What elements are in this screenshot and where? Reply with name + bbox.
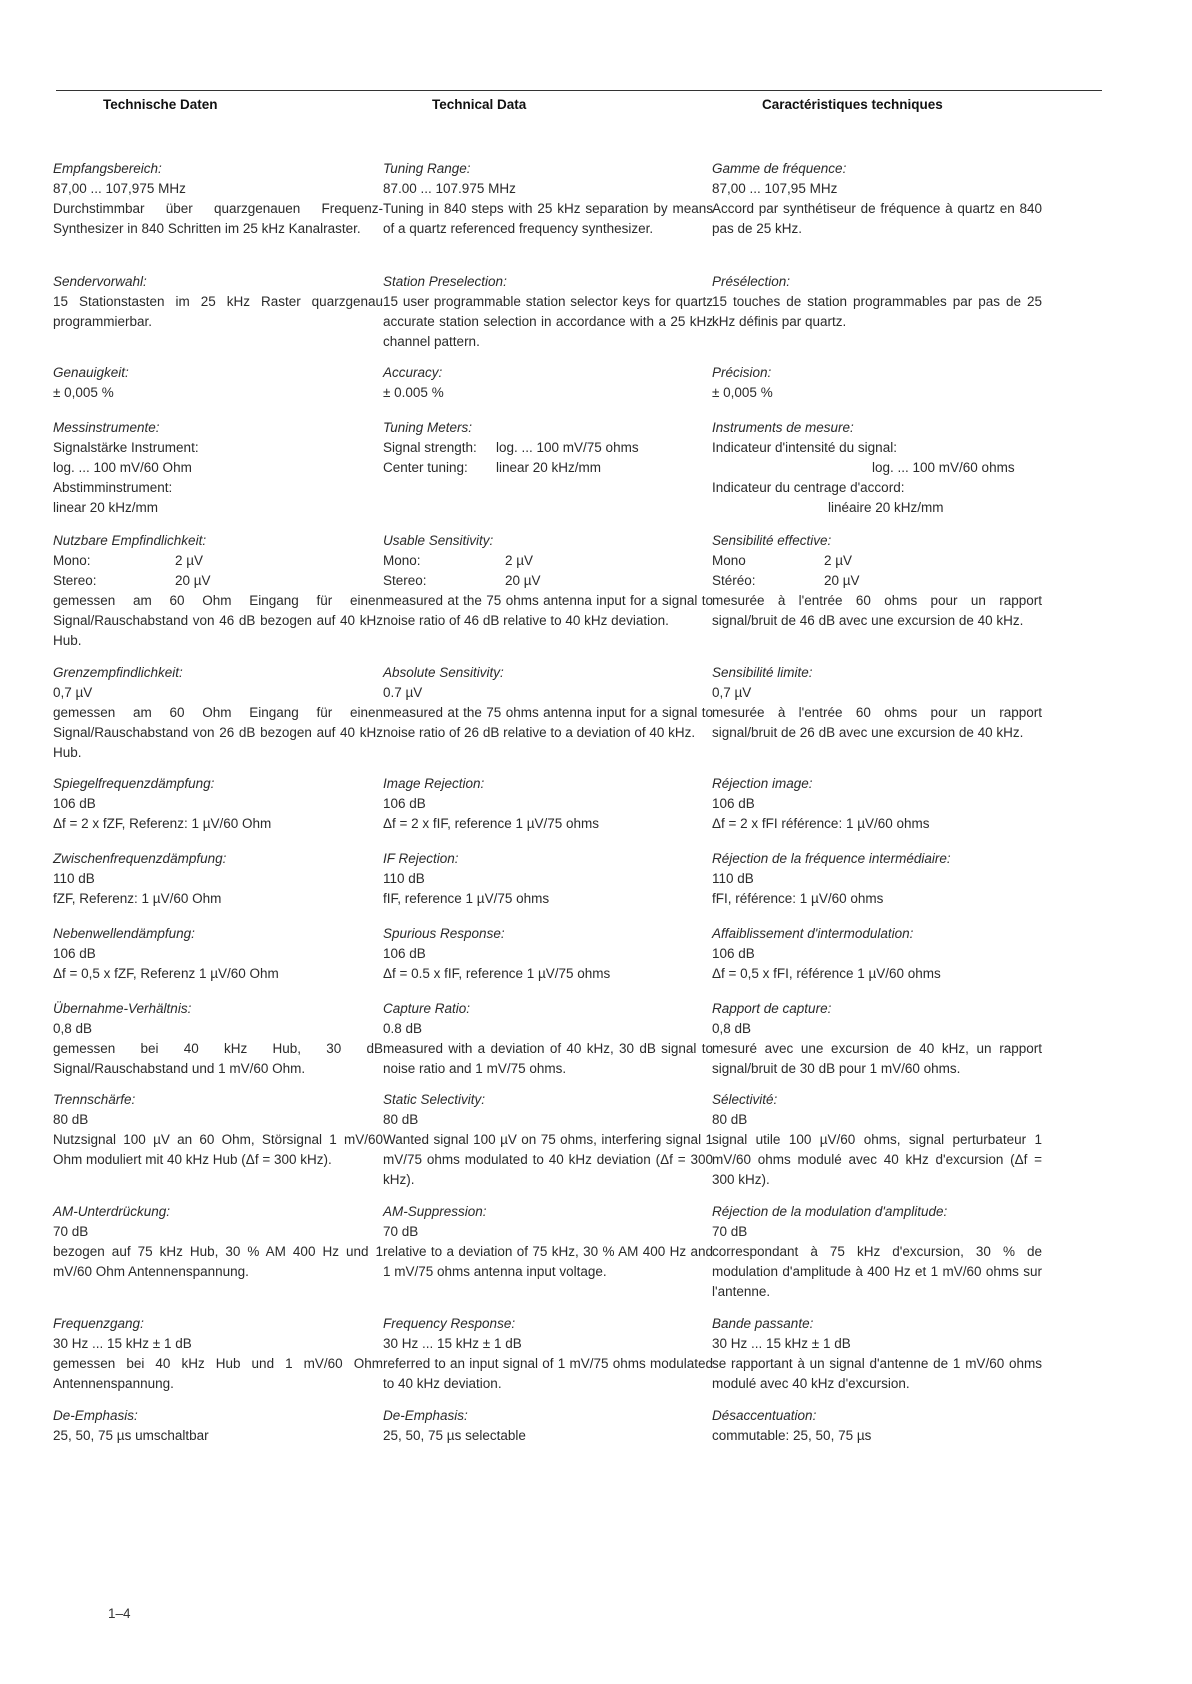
fr-usable-mono-label: Mono — [712, 553, 746, 568]
fr-selectivity-text: signal utile 100 µV/60 ohms, signal perturbateur 1 mV/60 ohms modulé avec 40 kHz d'excursion (Δf = 300 kHz). — [712, 1132, 1042, 1187]
de-freq-value: 30 Hz ... 15 kHz ± 1 dB — [53, 1336, 192, 1351]
de-usable-mono-value: 2 µV — [175, 553, 204, 568]
en-deemph — [383, 1406, 713, 1446]
fr-tuning-range: 87,00 ... 107,95 MHz — [712, 181, 838, 196]
fr-freq-head: Bande passante: — [712, 1316, 814, 1331]
fr-image-head: Réjection image: — [712, 776, 813, 791]
fr-deemph-head: Désaccentuation: — [712, 1408, 817, 1423]
fr-selectivity-head: Sélectivité: — [712, 1092, 778, 1107]
en-am-value: 70 dB — [383, 1224, 419, 1239]
fr-presel-text: 15 touches de station programmables par pas de 25 kHz définis par quartz. — [712, 294, 1042, 329]
en-image-ref: Δf = 2 x fIF, reference 1 µV/75 ohms — [383, 816, 600, 831]
fr-presel — [712, 272, 1042, 332]
en-image-value: 106 dB — [383, 796, 426, 811]
fr-tuning-text: Accord par synthétiseur de fréquence à quartz en 840 pas de 25 kHz. — [712, 201, 1042, 236]
en-usable — [383, 531, 713, 631]
en-usable-stereo-label: Stereo: — [383, 573, 427, 588]
fr-freq-text: se rapportant à un signal d'antenne de 1 mV/60 ohms modulé avec 40 kHz d'excursion. — [712, 1356, 1042, 1391]
de-spurious-head: Nebenwellendämpfung: — [53, 926, 195, 941]
en-am-text: relative to a deviation of 75 kHz, 30 % AM 400 Hz and 1 mV/75 ohms antenna input voltage. — [383, 1244, 713, 1279]
de-image-head: Spiegelfrequenzdämpfung: — [53, 776, 215, 791]
en-tuning-range: 87.00 ... 107.975 MHz — [383, 181, 516, 196]
en-presel-text: 15 user programmable station selector keys for quartz accurate station selection in accordance with a 25 kHz channel pattern. — [383, 294, 713, 349]
fr-spurious-value: 106 dB — [712, 946, 755, 961]
de-presel-text: 15 Stationstasten im 25 kHz Raster quarzgenau programmierbar. — [53, 294, 383, 329]
en-spurious — [383, 924, 713, 984]
de-am-value: 70 dB — [53, 1224, 89, 1239]
en-image — [383, 774, 713, 834]
de-presel — [53, 272, 383, 332]
en-meters-signal-label: Signal strength: — [383, 440, 477, 455]
fr-meters-l3: Indicateur du centrage d'accord: — [712, 480, 905, 495]
de-absolute-value: 0,7 µV — [53, 685, 93, 700]
de-deemph-head: De-Emphasis: — [53, 1408, 138, 1423]
fr-absolute — [712, 663, 1042, 743]
fr-freq — [712, 1314, 1042, 1394]
de-if-head: Zwischenfrequenzdämpfung: — [53, 851, 227, 866]
de-spurious-value: 106 dB — [53, 946, 96, 961]
en-if-head: IF Rejection: — [383, 851, 459, 866]
de-usable-head: Nutzbare Empfindlichkeit: — [53, 533, 207, 548]
de-accuracy — [53, 363, 383, 403]
fr-tuning — [712, 159, 1042, 239]
fr-spurious-head: Affaiblissement d'intermodulation: — [712, 926, 914, 941]
en-image-head: Image Rejection: — [383, 776, 485, 791]
fr-accuracy — [712, 363, 1042, 403]
en-presel-head: Station Preselection: — [383, 274, 507, 289]
en-freq-text: referred to an input signal of 1 mV/75 ohms modulated to 40 kHz deviation. — [383, 1356, 713, 1391]
de-selectivity-value: 80 dB — [53, 1112, 89, 1127]
de-meters-l2: log. ... 100 mV/60 Ohm — [53, 460, 192, 475]
en-if-ref: fIF, reference 1 µV/75 ohms — [383, 891, 550, 906]
en-selectivity-head: Static Selectivity: — [383, 1092, 486, 1107]
de-image — [53, 774, 383, 834]
en-usable-mono-label: Mono: — [383, 553, 421, 568]
fr-spurious — [712, 924, 1042, 984]
de-usable-mono-label: Mono: — [53, 553, 91, 568]
de-deemph — [53, 1406, 383, 1446]
fr-usable — [712, 531, 1042, 631]
en-absolute-head: Absolute Sensitivity: — [383, 665, 504, 680]
fr-meters-head: Instruments de mesure: — [712, 420, 854, 435]
de-image-ref: Δf = 2 x fZF, Referenz: 1 µV/60 Ohm — [53, 816, 272, 831]
en-absolute — [383, 663, 713, 743]
fr-meters — [712, 418, 1042, 518]
de-am — [53, 1202, 383, 1282]
de-freq-text: gemessen bei 40 kHz Hub und 1 mV/60 Ohm Antennenspannung. — [53, 1356, 383, 1391]
en-accuracy-value: ± 0.005 % — [383, 385, 444, 400]
fr-usable-stereo-value: 20 µV — [824, 573, 860, 588]
en-absolute-text: measured at the 75 ohms antenna input for a signal to noise ratio of 26 dB relative to a deviation of 40 kHz. — [383, 705, 713, 740]
de-usable — [53, 531, 383, 651]
de-capture-value: 0,8 dB — [53, 1021, 93, 1036]
en-freq-value: 30 Hz ... 15 kHz ± 1 dB — [383, 1336, 522, 1351]
en-tuning-text: Tuning in 840 steps with 25 kHz separation by means of a quartz referenced frequency synthesizer. — [383, 201, 713, 236]
fr-absolute-text: mesurée à l'entrée 60 ohms pour un rapport signal/bruit de 26 dB avec une excursion de 40 kHz. — [712, 705, 1042, 740]
en-meters-head: Tuning Meters: — [383, 420, 473, 435]
de-capture-head: Übernahme-Verhältnis: — [53, 1001, 192, 1016]
de-meters-l4: linear 20 kHz/mm — [53, 500, 159, 515]
fr-usable-stereo-label: Stéréo: — [712, 573, 756, 588]
en-usable-stereo-value: 20 µV — [505, 573, 541, 588]
de-meters — [53, 418, 383, 518]
fr-freq-value: 30 Hz ... 15 kHz ± 1 dB — [712, 1336, 851, 1351]
en-deemph-head: De-Emphasis: — [383, 1408, 468, 1423]
de-image-value: 106 dB — [53, 796, 96, 811]
de-if-ref: fZF, Referenz: 1 µV/60 Ohm — [53, 891, 222, 906]
en-spurious-head: Spurious Response: — [383, 926, 505, 941]
de-tuning-range: 87,00 ... 107,975 MHz — [53, 181, 186, 196]
de-meters-l3: Abstimminstrument: — [53, 480, 173, 495]
fr-spurious-ref: Δf = 0,5 x fFI, référence 1 µV/60 ohms — [712, 966, 941, 981]
de-usable-stereo-label: Stereo: — [53, 573, 97, 588]
de-spurious — [53, 924, 383, 984]
fr-if-ref: fFI, référence: 1 µV/60 ohms — [712, 891, 884, 906]
fr-am — [712, 1202, 1042, 1302]
en-accuracy-head: Accuracy: — [383, 365, 443, 380]
page-number: 1–4 — [108, 1606, 131, 1621]
fr-if-value: 110 dB — [712, 871, 754, 886]
en-tuning — [383, 159, 713, 239]
en-usable-head: Usable Sensitivity: — [383, 533, 494, 548]
fr-capture-head: Rapport de capture: — [712, 1001, 832, 1016]
fr-am-head: Réjection de la modulation d'amplitude: — [712, 1204, 948, 1219]
en-usable-text: measured at the 75 ohms antenna input for a signal to noise ratio of 46 dB relative to 40 kHz deviation. — [383, 593, 713, 628]
en-meters-center-label: Center tuning: — [383, 460, 468, 475]
en-capture — [383, 999, 713, 1079]
fr-capture-text: mesuré avec une excursion de 40 kHz, un rapport signal/bruit de 30 dB pour 1 mV/60 ohms. — [712, 1041, 1042, 1076]
de-absolute-text: gemessen am 60 Ohm Eingang für einen Signal/Rauschabstand von 26 dB bezogen auf 40 kHz Hub. — [53, 705, 383, 760]
en-spurious-ref: Δf = 0.5 x fIF, reference 1 µV/75 ohms — [383, 966, 611, 981]
de-am-head: AM-Unterdrückung: — [53, 1204, 171, 1219]
header-fr: Caractéristiques techniques — [762, 97, 943, 112]
fr-if-head: Réjection de la fréquence intermédiaire: — [712, 851, 951, 866]
de-usable-text: gemessen am 60 Ohm Eingang für einen Signal/Rauschabstand von 46 dB bezogen auf 40 kHz Hub. — [53, 593, 383, 648]
de-selectivity-head: Trennschärfe: — [53, 1092, 136, 1107]
fr-tuning-head: Gamme de fréquence: — [712, 161, 847, 176]
de-selectivity — [53, 1090, 383, 1170]
en-selectivity-text: Wanted signal 100 µV on 75 ohms, interfering signal 1 mV/75 ohms modulated to 40 kHz deviation (Δf = 300 kHz). — [383, 1132, 713, 1187]
fr-meters-l4: linéaire 20 kHz/mm — [828, 500, 944, 515]
top-rule — [56, 90, 1102, 91]
fr-usable-mono-value: 2 µV — [824, 553, 853, 568]
en-absolute-value: 0.7 µV — [383, 685, 423, 700]
de-meters-l1: Signalstärke Instrument: — [53, 440, 199, 455]
fr-am-text: correspondant à 75 kHz d'excursion, 30 % de modulation d'amplitude à 400 Hz et 1 mV/60 ohms sur l'antenne. — [712, 1244, 1042, 1299]
fr-deemph — [712, 1406, 1042, 1446]
fr-image-ref: Δf = 2 x fFI référence: 1 µV/60 ohms — [712, 816, 930, 831]
fr-absolute-value: 0,7 µV — [712, 685, 752, 700]
fr-capture — [712, 999, 1042, 1079]
header-de: Technische Daten — [103, 97, 218, 112]
en-spurious-value: 106 dB — [383, 946, 426, 961]
fr-meters-l2: log. ... 100 mV/60 ohms — [872, 460, 1015, 475]
fr-deemph-value: commutable: 25, 50, 75 µs — [712, 1428, 872, 1443]
fr-usable-text: mesurée à l'entrée 60 ohms pour un rapport signal/bruit de 46 dB avec une excursion de 40 kHz. — [712, 593, 1042, 628]
en-meters-signal-value: log. ... 100 mV/75 ohms — [496, 440, 639, 455]
fr-image — [712, 774, 1042, 834]
fr-am-value: 70 dB — [712, 1224, 748, 1239]
en-am — [383, 1202, 713, 1282]
fr-capture-value: 0,8 dB — [712, 1021, 752, 1036]
en-am-head: AM-Suppression: — [383, 1204, 487, 1219]
en-selectivity — [383, 1090, 713, 1190]
de-if-value: 110 dB — [53, 871, 95, 886]
en-capture-text: measured with a deviation of 40 kHz, 30 dB signal to noise ratio and 1 mV/75 ohms. — [383, 1041, 713, 1076]
fr-accuracy-head: Précision: — [712, 365, 772, 380]
de-accuracy-head: Genauigkeit: — [53, 365, 129, 380]
fr-usable-head: Sensibilité effective: — [712, 533, 832, 548]
en-deemph-value: 25, 50, 75 µs selectable — [383, 1428, 526, 1443]
en-usable-mono-value: 2 µV — [505, 553, 534, 568]
en-accuracy — [383, 363, 713, 403]
de-usable-stereo-value: 20 µV — [175, 573, 211, 588]
fr-if — [712, 849, 1042, 909]
en-selectivity-value: 80 dB — [383, 1112, 419, 1127]
de-tuning-text: Durchstimmbar über quarzgenauen Frequenz-Synthesizer in 840 Schritten im 25 kHz Kanalraster. — [53, 201, 383, 236]
en-freq-head: Frequency Response: — [383, 1316, 516, 1331]
de-freq-head: Frequenzgang: — [53, 1316, 144, 1331]
de-presel-head: Sendervorwahl: — [53, 274, 147, 289]
de-am-text: bezogen auf 75 kHz Hub, 30 % AM 400 Hz und 1 mV/60 Ohm Antennenspannung. — [53, 1244, 383, 1279]
fr-absolute-head: Sensibilité limite: — [712, 665, 813, 680]
header-en: Technical Data — [432, 97, 527, 112]
de-capture-text: gemessen bei 40 kHz Hub, 30 dB Signal/Rauschabstand und 1 mV/60 Ohm. — [53, 1041, 383, 1076]
de-selectivity-text: Nutzsignal 100 µV an 60 Ohm, Störsignal 1 mV/60 Ohm moduliert mit 40 kHz Hub (Δf = 300 kHz). — [53, 1132, 383, 1167]
en-presel — [383, 272, 713, 352]
en-capture-value: 0.8 dB — [383, 1021, 423, 1036]
en-if — [383, 849, 713, 909]
fr-meters-l1: Indicateur d'intensité du signal: — [712, 440, 897, 455]
en-meters-center-value: linear 20 kHz/mm — [496, 460, 602, 475]
de-absolute — [53, 663, 383, 763]
en-capture-head: Capture Ratio: — [383, 1001, 471, 1016]
de-if — [53, 849, 383, 909]
de-capture — [53, 999, 383, 1079]
fr-accuracy-value: ± 0,005 % — [712, 385, 773, 400]
de-deemph-value: 25, 50, 75 µs umschaltbar — [53, 1428, 209, 1443]
fr-selectivity — [712, 1090, 1042, 1190]
de-accuracy-value: ± 0,005 % — [53, 385, 114, 400]
fr-image-value: 106 dB — [712, 796, 755, 811]
de-spurious-ref: Δf = 0,5 x fZF, Referenz 1 µV/60 Ohm — [53, 966, 279, 981]
fr-selectivity-value: 80 dB — [712, 1112, 748, 1127]
en-meters — [383, 418, 713, 478]
fr-presel-head: Présélection: — [712, 274, 791, 289]
en-freq — [383, 1314, 713, 1394]
de-tuning-head: Empfangsbereich: — [53, 161, 162, 176]
de-tuning — [53, 159, 383, 239]
de-freq — [53, 1314, 383, 1394]
en-tuning-head: Tuning Range: — [383, 161, 471, 176]
de-absolute-head: Grenzempfindlichkeit: — [53, 665, 183, 680]
en-if-value: 110 dB — [383, 871, 425, 886]
de-meters-head: Messinstrumente: — [53, 420, 160, 435]
